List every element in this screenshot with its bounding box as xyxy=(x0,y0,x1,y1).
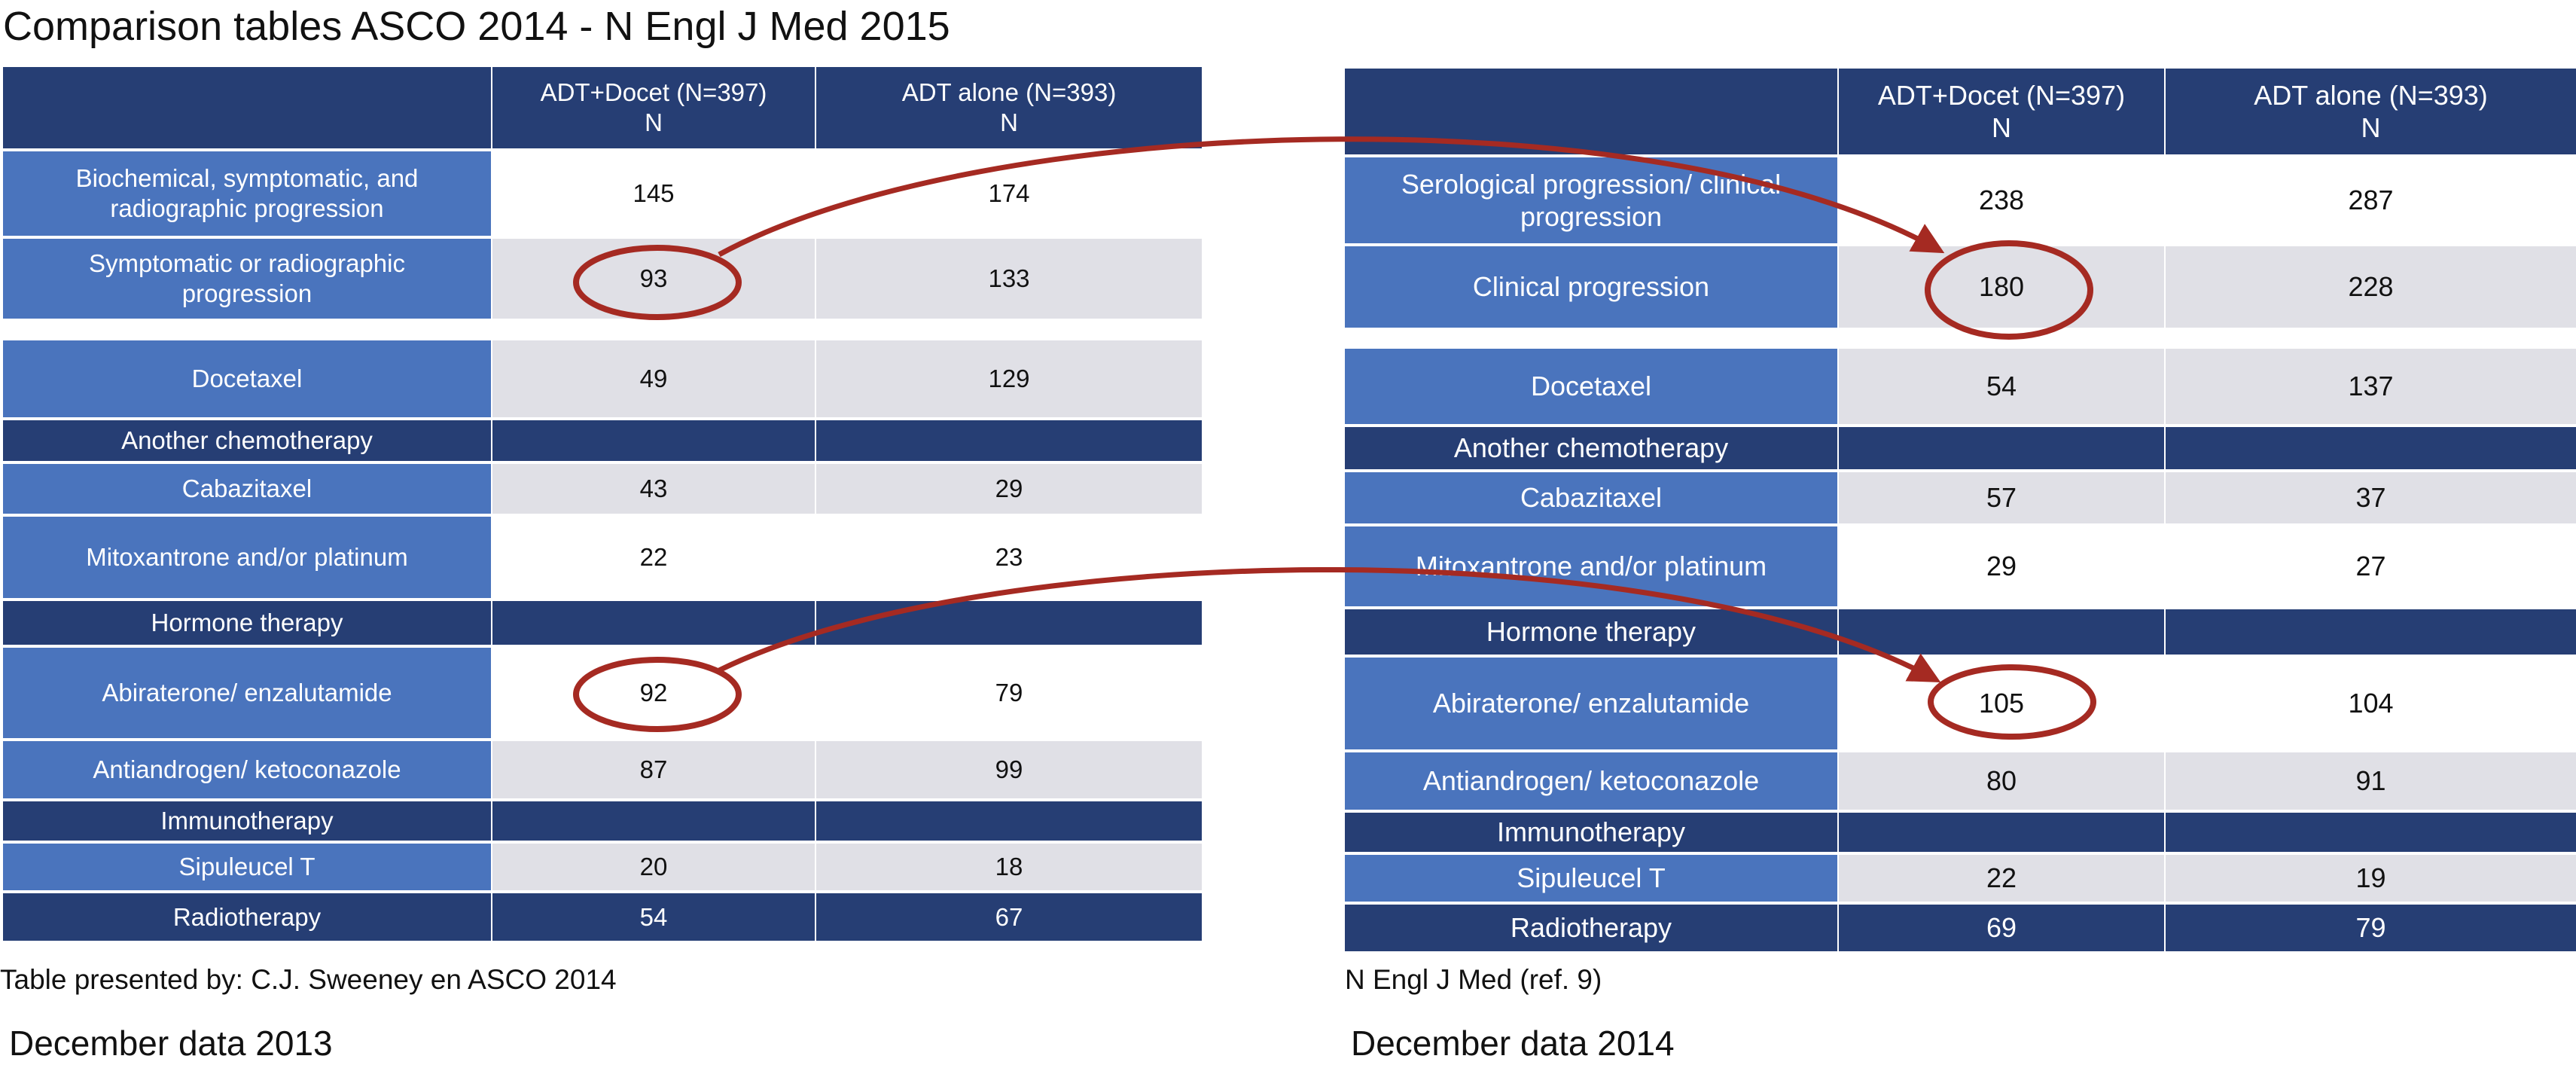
row-value-alone: 287 xyxy=(2166,157,2576,243)
section-row xyxy=(3,420,1202,461)
section-row xyxy=(1345,427,2576,469)
row-value-docet: 105 xyxy=(1839,658,2166,749)
column-header-docet-title: ADT+Docet (N=397) xyxy=(1877,79,2126,111)
right-table-period: December data 2014 xyxy=(1351,1024,1675,1063)
section-row xyxy=(3,801,1202,841)
row-label: Abiraterone/ enzalutamide xyxy=(3,648,492,738)
column-header-docet xyxy=(492,67,816,148)
column-header-alone xyxy=(816,67,1202,148)
row-label: Docetaxel xyxy=(1345,349,1839,424)
section-blank xyxy=(1839,813,2166,852)
row-label: Mitoxantrone and/or platinum xyxy=(3,517,492,598)
row-value-alone: 99 xyxy=(816,741,1202,798)
table-row xyxy=(3,239,1202,319)
section-label: Hormone therapy xyxy=(1345,609,1839,655)
row-label: Clinical progression xyxy=(1345,246,1839,328)
row-label: Abiraterone/ enzalutamide xyxy=(1345,658,1839,749)
section-row xyxy=(3,601,1202,645)
row-value-docet: 49 xyxy=(492,340,816,417)
row-value-alone: 79 xyxy=(816,648,1202,738)
column-header-alone-unit: N xyxy=(1000,108,1018,136)
section-label: Another chemotherapy xyxy=(1345,427,1839,469)
row-label: Cabazitaxel xyxy=(3,464,492,514)
row-label: Antiandrogen/ ketoconazole xyxy=(1345,752,1839,810)
table-row xyxy=(3,151,1202,236)
column-header-docet-unit: N xyxy=(645,108,663,136)
section-blank xyxy=(492,801,816,841)
row-value-alone: 137 xyxy=(2166,349,2576,424)
row-label: Radiotherapy xyxy=(3,893,492,941)
row-value-alone: 133 xyxy=(816,239,1202,319)
row-label: Antiandrogen/ ketoconazole xyxy=(3,741,492,798)
table-row xyxy=(1345,855,2576,902)
column-header-docet xyxy=(1839,69,2166,154)
row-value-docet: 29 xyxy=(1839,526,2166,606)
row-value-docet: 93 xyxy=(492,239,816,319)
table-row xyxy=(3,340,1202,417)
table-header-row xyxy=(1345,69,2576,154)
row-value-docet: 57 xyxy=(1839,472,2166,523)
left-table xyxy=(3,67,1202,941)
row-value-alone: 27 xyxy=(2166,526,2576,606)
row-value-alone: 23 xyxy=(816,517,1202,598)
row-value-alone: 91 xyxy=(2166,752,2576,810)
table-row xyxy=(3,893,1202,941)
row-value-docet: 54 xyxy=(1839,349,2166,424)
row-label: Mitoxantrone and/or platinum xyxy=(1345,526,1839,606)
row-value-alone: 79 xyxy=(2166,905,2576,951)
section-blank xyxy=(492,420,816,461)
row-value-alone: 67 xyxy=(816,893,1202,941)
row-value-docet: 145 xyxy=(492,151,816,236)
column-header-alone-unit: N xyxy=(2361,112,2381,143)
section-label: Another chemotherapy xyxy=(3,420,492,461)
section-blank xyxy=(816,601,1202,645)
column-header-alone-title: ADT alone (N=393) xyxy=(2254,79,2488,111)
column-header-alone xyxy=(2166,69,2576,154)
row-value-docet: 22 xyxy=(1839,855,2166,902)
row-label: Symptomatic or radiographic progression xyxy=(3,239,492,319)
column-header-docet-title: ADT+Docet (N=397) xyxy=(540,78,767,107)
section-blank xyxy=(2166,813,2576,852)
row-value-alone: 18 xyxy=(816,844,1202,890)
table-row xyxy=(1345,157,2576,243)
table-row xyxy=(1345,752,2576,810)
row-value-docet: 20 xyxy=(492,844,816,890)
table-row xyxy=(3,648,1202,738)
row-value-alone: 29 xyxy=(816,464,1202,514)
table-row xyxy=(3,741,1202,798)
row-value-docet: 54 xyxy=(492,893,816,941)
row-value-alone: 174 xyxy=(816,151,1202,236)
table-row xyxy=(1345,526,2576,606)
row-label: Biochemical, symptomatic, and radiographic progression xyxy=(3,151,492,236)
table-row xyxy=(1345,349,2576,424)
row-value-alone: 129 xyxy=(816,340,1202,417)
column-header-docet-unit: N xyxy=(1992,112,2011,143)
right-table xyxy=(1345,69,2576,951)
section-blank xyxy=(1839,609,2166,655)
section-blank xyxy=(492,601,816,645)
section-label: Hormone therapy xyxy=(3,601,492,645)
section-blank xyxy=(816,801,1202,841)
row-value-docet: 43 xyxy=(492,464,816,514)
header-empty-cell xyxy=(3,67,492,148)
header-empty-cell xyxy=(1345,69,1839,154)
section-row xyxy=(1345,813,2576,852)
row-label: Sipuleucel T xyxy=(1345,855,1839,902)
column-header-alone-title: ADT alone (N=393) xyxy=(901,78,1117,107)
row-value-docet: 80 xyxy=(1839,752,2166,810)
section-blank xyxy=(2166,427,2576,469)
table-row xyxy=(3,517,1202,598)
section-row xyxy=(1345,609,2576,655)
row-label: Cabazitaxel xyxy=(1345,472,1839,523)
row-label: Serological progression/ clinical progression xyxy=(1345,157,1839,243)
section-blank xyxy=(816,420,1202,461)
row-value-docet: 69 xyxy=(1839,905,2166,951)
section-label: Immunotherapy xyxy=(3,801,492,841)
table-header-row xyxy=(3,67,1202,148)
row-value-alone: 104 xyxy=(2166,658,2576,749)
left-table-caption: Table presented by: C.J. Sweeney en ASCO 2014 xyxy=(0,964,617,995)
section-blank xyxy=(1839,427,2166,469)
section-blank xyxy=(2166,609,2576,655)
row-value-docet: 180 xyxy=(1839,246,2166,328)
table-row xyxy=(1345,905,2576,951)
row-value-alone: 228 xyxy=(2166,246,2576,328)
left-table-period: December data 2013 xyxy=(9,1024,333,1063)
row-label: Radiotherapy xyxy=(1345,905,1839,951)
row-value-docet: 22 xyxy=(492,517,816,598)
row-value-docet: 87 xyxy=(492,741,816,798)
table-row xyxy=(1345,246,2576,328)
right-table-caption: N Engl J Med (ref. 9) xyxy=(1345,964,1602,995)
table-row xyxy=(1345,658,2576,749)
table-row xyxy=(1345,472,2576,523)
section-label: Immunotherapy xyxy=(1345,813,1839,852)
table-row xyxy=(3,844,1202,890)
row-value-alone: 37 xyxy=(2166,472,2576,523)
row-value-docet: 238 xyxy=(1839,157,2166,243)
row-label: Sipuleucel T xyxy=(3,844,492,890)
page-title: Comparison tables ASCO 2014 - N Engl J Med 2015 xyxy=(3,4,950,49)
row-label: Docetaxel xyxy=(3,340,492,417)
table-row xyxy=(3,464,1202,514)
row-value-docet: 92 xyxy=(492,648,816,738)
row-value-alone: 19 xyxy=(2166,855,2576,902)
